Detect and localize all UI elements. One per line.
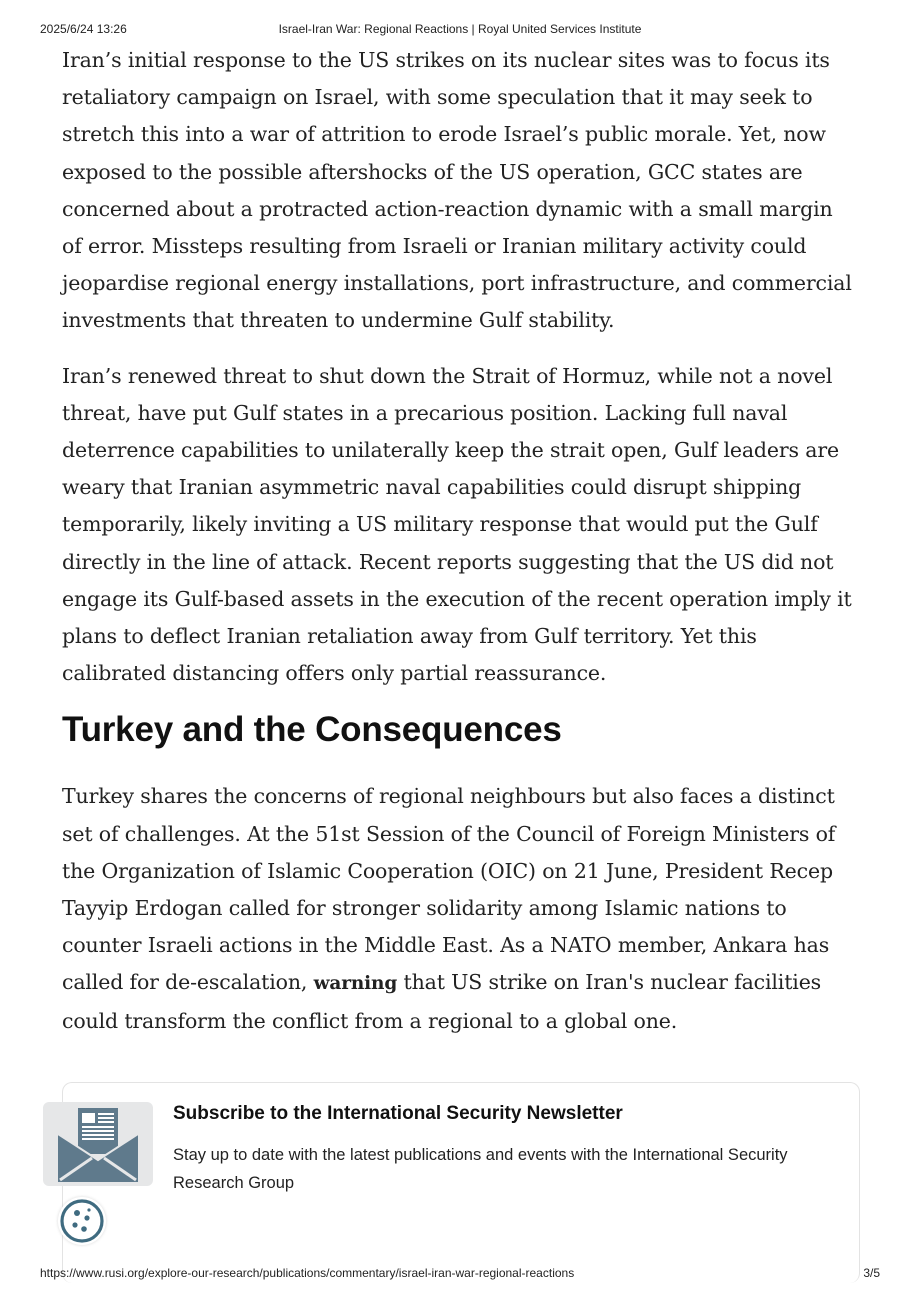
text-line — [62, 964, 862, 1002]
cookie-icon — [58, 1197, 106, 1245]
newsletter-thumbnail — [43, 1102, 153, 1186]
print-page-title: Israel-Iran War: Regional Reactions | Royal United Services Institute — [278, 22, 642, 36]
text-fragment: that US strike on Iran's nuclear facilities — [397, 970, 822, 995]
text-line: exposed to the possible aftershocks of the US operation, GCC states are — [62, 159, 803, 184]
text-line: threat, have put Gulf states in a precarious position. Lacking full naval — [62, 400, 788, 425]
print-url: https://www.rusi.org/explore-our-research/publications/commentary/israel-iran-war-regional-reactions — [40, 1266, 575, 1280]
text-line: counter Israeli actions in the Middle East. As a NATO member, Ankara has — [62, 933, 830, 958]
text-line: investments that threaten to undermine Gulf stability. — [62, 308, 615, 333]
text-line: set of challenges. At the 51st Session of the Council of Foreign Ministers of — [62, 821, 836, 846]
text-line: stretch this into a war of attrition to erode Israel’s public morale. Yet, now — [62, 122, 826, 147]
newsletter-description: Stay up to date with the latest publications and events with the International Security Research Group — [173, 1146, 788, 1192]
newsletter-signup-card — [62, 1082, 860, 1283]
newsletter-title[interactable]: Subscribe to the International Security Newsletter — [173, 1103, 623, 1124]
print-datetime: 2025/6/24 13:26 — [40, 22, 127, 36]
text-line: Tayyip Erdogan called for stronger solidarity among Islamic nations to — [62, 896, 787, 921]
print-footer — [40, 1266, 880, 1282]
text-line: deterrence capabilities to unilaterally keep the strait open, Gulf leaders are — [62, 438, 839, 463]
text-line: temporarily, likely inviting a US military response that would put the Gulf — [62, 512, 818, 537]
newsletter-envelope-icon — [52, 1104, 144, 1184]
text-line: the Organization of Islamic Cooperation (OIC) on 21 June, President Recep — [62, 858, 833, 883]
paragraph-strait-of-hormuz — [62, 358, 862, 693]
text-line: directly in the line of attack. Recent reports suggesting that the US did not — [62, 549, 834, 574]
section-heading: Turkey and the Consequences — [62, 710, 562, 750]
text-line: calibrated distancing offers only partial reassurance. — [62, 661, 607, 686]
text-line: weary that Iranian asymmetric naval capabilities could disrupt shipping — [62, 475, 802, 500]
warning-link[interactable]: warning — [313, 973, 398, 995]
text-line: plans to deflect Iranian retaliation away from Gulf territory. Yet this — [62, 624, 757, 649]
text-line: Turkey shares the concerns of regional neighbours but also faces a distinct — [62, 784, 835, 809]
text-fragment: called for de-escalation, — [62, 970, 314, 995]
text-line: of error. Missteps resulting from Israeli or Iranian military activity could — [62, 234, 807, 259]
text-line: engage its Gulf-based assets in the execution of the recent operation imply it — [62, 586, 852, 611]
text-line: concerned about a protracted action-reaction dynamic with a small margin — [62, 196, 833, 221]
paragraph-turkey — [62, 778, 862, 1039]
article-body — [62, 42, 862, 1058]
text-line: jeopardise regional energy installations, port infrastructure, and commercial — [62, 271, 852, 296]
print-header — [40, 22, 880, 38]
paragraph-gcc-concerns — [62, 42, 862, 340]
text-line: retaliatory campaign on Israel, with some speculation that it may seek to — [62, 85, 813, 110]
text-line: Iran’s renewed threat to shut down the Strait of Hormuz, while not a novel — [62, 363, 833, 388]
print-page-number: 3/5 — [863, 1266, 880, 1280]
text-line: Iran’s initial response to the US strikes on its nuclear sites was to focus its — [62, 48, 830, 72]
cookie-settings-button[interactable] — [58, 1197, 106, 1245]
text-line: could transform the conflict from a regional to a global one. — [62, 1008, 678, 1033]
